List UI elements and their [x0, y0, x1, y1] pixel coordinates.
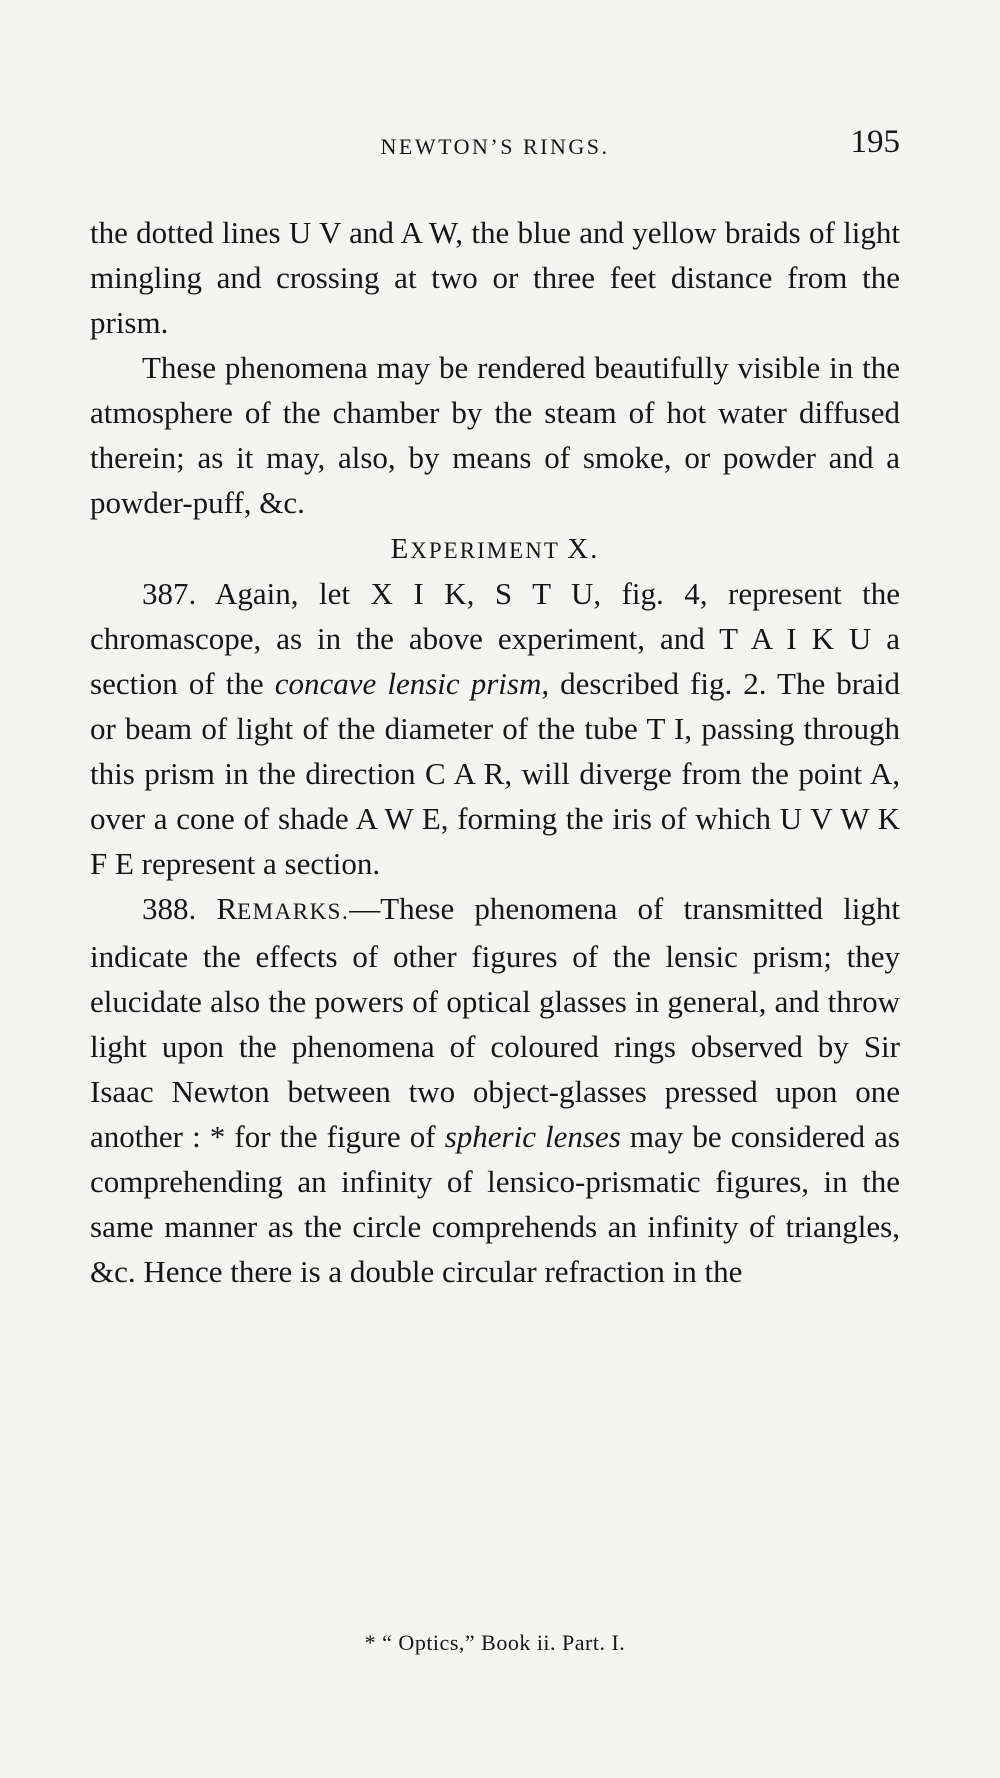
paragraph-387-text-b: described fig. 2. The braid or beam of light of the diameter of the tube T I, passing through this prism in the direction C A R, will diverge from the point A, over a cone of shade A W E, forming the iris of which U V W K F E represent a section.: [90, 666, 900, 881]
paragraph-phenomena: These phenomena may be rendered beautifully visible in the atmosphere of the chamber by the steam of hot water diffused therein; as it may, also, by means of smoke, or powder and a powder-puff, &c.: [90, 350, 900, 520]
paragraph-387-italic: concave lensic prism,: [274, 666, 550, 701]
paragraph-387: [90, 571, 900, 886]
paragraph-388: [90, 886, 900, 1294]
remarks-label: [216, 891, 349, 926]
heading-initial: E: [390, 533, 411, 565]
page-number: 195: [850, 124, 900, 160]
paragraph-388-text-a: —These phenomena of transmitted light indicate the effects of other figures of the lensic prism; they elucidate also the powers of optical glasses in general, and throw light upon the phenomena of coloured rings observed by Sir Isaac Newton between two object-glasses pressed upon one another : * for the figure of: [90, 891, 900, 1154]
body-text: [90, 210, 900, 1294]
paragraph-388-number: 388.: [142, 891, 217, 926]
paragraph-388-text-b: may be considered as comprehending an infinity of lensico-prismatic figures, in the same manner as the circle comprehends an infinity of triangles, &c. Hence there is a double circular refraction in the: [90, 1119, 900, 1289]
running-head: NEWTON’S RINGS.: [380, 134, 610, 159]
section-heading: [90, 529, 900, 571]
paragraph-continuation: the dotted lines U V and A W, the blue and yellow braids of light mingling and crossing at two or three feet distance from the prism.: [90, 215, 900, 340]
heading-rest: XPERIMENT: [410, 538, 560, 563]
remarks-rest: EMARKS.: [237, 899, 350, 924]
paragraph-387-text-a: 387. Again, let X I K, S T U, fig. 4, represent the chromascope, as in the above experiment, and T A I K U a section of the: [90, 576, 900, 701]
remarks-initial: R: [216, 891, 238, 926]
paragraph-388-italic: spheric lenses: [444, 1119, 621, 1154]
footnote: * “ Optics,” Book ii. Part. I.: [364, 1630, 626, 1655]
page-header: [90, 124, 900, 172]
heading-number: X.: [567, 533, 600, 565]
